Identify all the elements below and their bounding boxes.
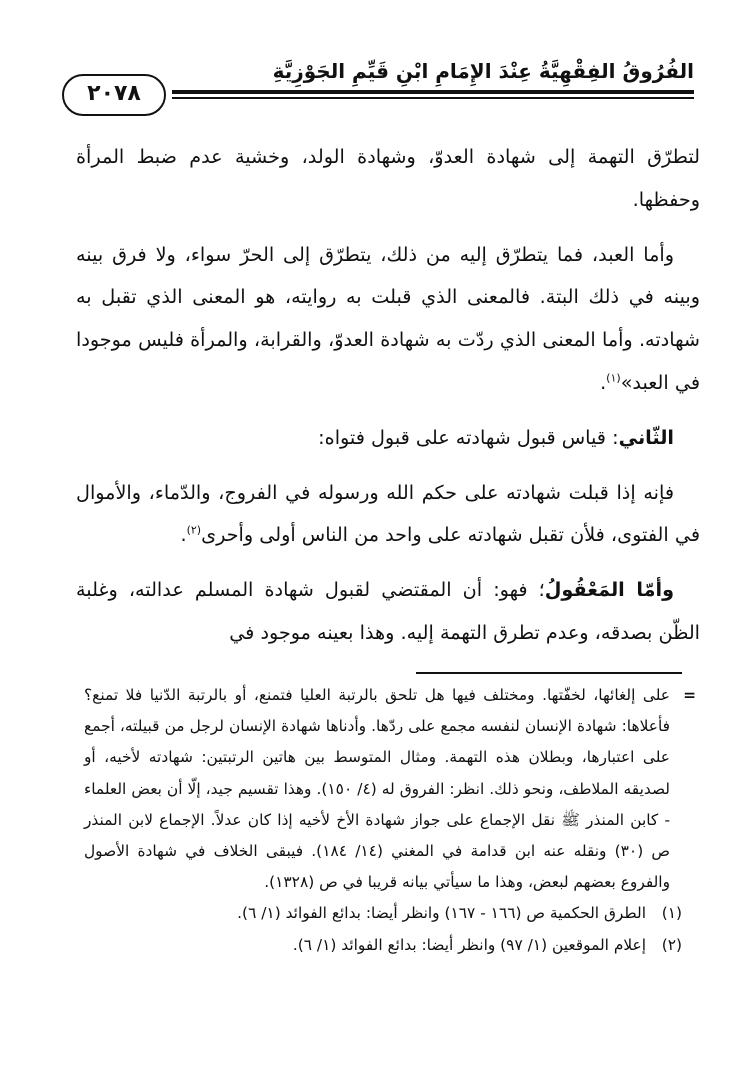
header-rule-thin — [172, 97, 694, 99]
paragraph-4 — [76, 472, 700, 558]
footnote-ref-1: (١) — [606, 371, 621, 385]
paragraph-2-end: . — [600, 370, 607, 394]
paragraph-2 — [76, 234, 700, 405]
footnote-continuation — [84, 680, 696, 898]
footnote-1-text: الطرق الحكمية ص (١٦٦ - ١٦٧) وانظر أيضا: بدائع الفوائد (١/ ٦). — [237, 904, 646, 923]
book-title: الفُرُوقُ الفِقْهِيَّةُ عِنْدَ الإِمَامِ ابْنِ قَيِّمِ الجَوْزِيَّةِ — [272, 59, 694, 83]
paragraph-1: لتطرّق التهمة إلى شهادة العدوّ، وشهادة الولد، وخشية عدم ضبط المرأة وحفظها. — [76, 145, 700, 211]
footnote-1-mark: (١) — [661, 904, 682, 923]
header-rule-thick — [172, 90, 694, 94]
paragraph-4-text: فإنه إذا قبلت شهادته على حكم الله ورسوله في الفروج، والدّماء، والأموال في الفتوى، فلأن تقبل شهادته على واحد من الناس أولى وأحرى — [76, 480, 700, 547]
second-argument-heading: الثّاني — [618, 425, 674, 449]
footnote-2 — [84, 930, 696, 961]
footnote-continuation-text: على إلغائها، لخفّتها. ومختلف فيها هل تلحق بالرتبة العليا فتمنع، أو بالرتبة الدّنيا فلا تمنع؟ فأعلاها: شهادة الإنسان لنفسه مجمع على ردّها. وأدناها شهادة الإنسان لرجل من قبيلته، أجمع على اعتبارها، وبطلان هذه التهمة. ومثال المتوسط بين هاتين الرتبتين: شهادته لأخيه، أو لصديقه الملاطف، ونحو ذلك. انظر: الفروق له (٤/ ١٥٠). وهذا تقسيم جيد، إلّا أن بعض العلماء - كابن المنذر ﷺ نقل الإجماع على جواز شهادة الأخ لأخيه إذا كان عدلاً. الإجماع لابن المنذر ص (٣٠) ونقله عنه ابن قدامة في المغني (١٤/ ١٨٤). فيبقى الخلاف في شهادة الأصول والفروع بعضهم لبعض، وهذا ما سيأتي بيانه قريبا في ص (١٣٢٨). — [84, 686, 670, 892]
rational-argument-heading: وأمّا المَعْقُولُ — [544, 578, 675, 602]
footnote-ref-2: (٢) — [186, 523, 202, 537]
footnote-separator — [416, 672, 682, 674]
paragraph-4-end: . — [180, 523, 187, 547]
page-number: ٢٠٧٨ — [62, 74, 166, 116]
footnote-2-text: إعلام الموقعين (١/ ٩٧) وانظر أيضا: بدائع الفوائد (١/ ٦). — [292, 935, 646, 954]
paragraph-2-text: وأما العبد، فما يتطرّق إليه من ذلك، يتطرّق إلى الحرّ سواء، ولا فرق بينه وبينه في ذلك البتة. فالمعنى الذي قبلت به روايته، هو المعنى الذي تقبل به شهادته. وأما المعنى الذي ردّت به شهادة العدوّ، والقرابة، والمرأة فليس موجودا في العبد» — [76, 242, 700, 394]
paragraph-5-text: ؛ فهو: أن المقتضي لقبول شهادة المسلم عدالته، وغلبة الظّن بصدقه، وعدم تطرق التهمة إليه. وهذا بعينه موجود في — [76, 578, 700, 644]
main-text — [76, 136, 700, 655]
footnotes — [84, 680, 696, 961]
paragraph-3-text: : قياس قبول شهادته على قبول فتواه: — [318, 425, 619, 449]
paragraph-3 — [76, 417, 700, 460]
paragraph-5 — [76, 569, 700, 655]
running-header — [62, 56, 694, 120]
footnote-2-mark: (٢) — [661, 935, 682, 954]
footnote-1 — [84, 898, 696, 929]
continuation-mark: = — [683, 686, 696, 704]
